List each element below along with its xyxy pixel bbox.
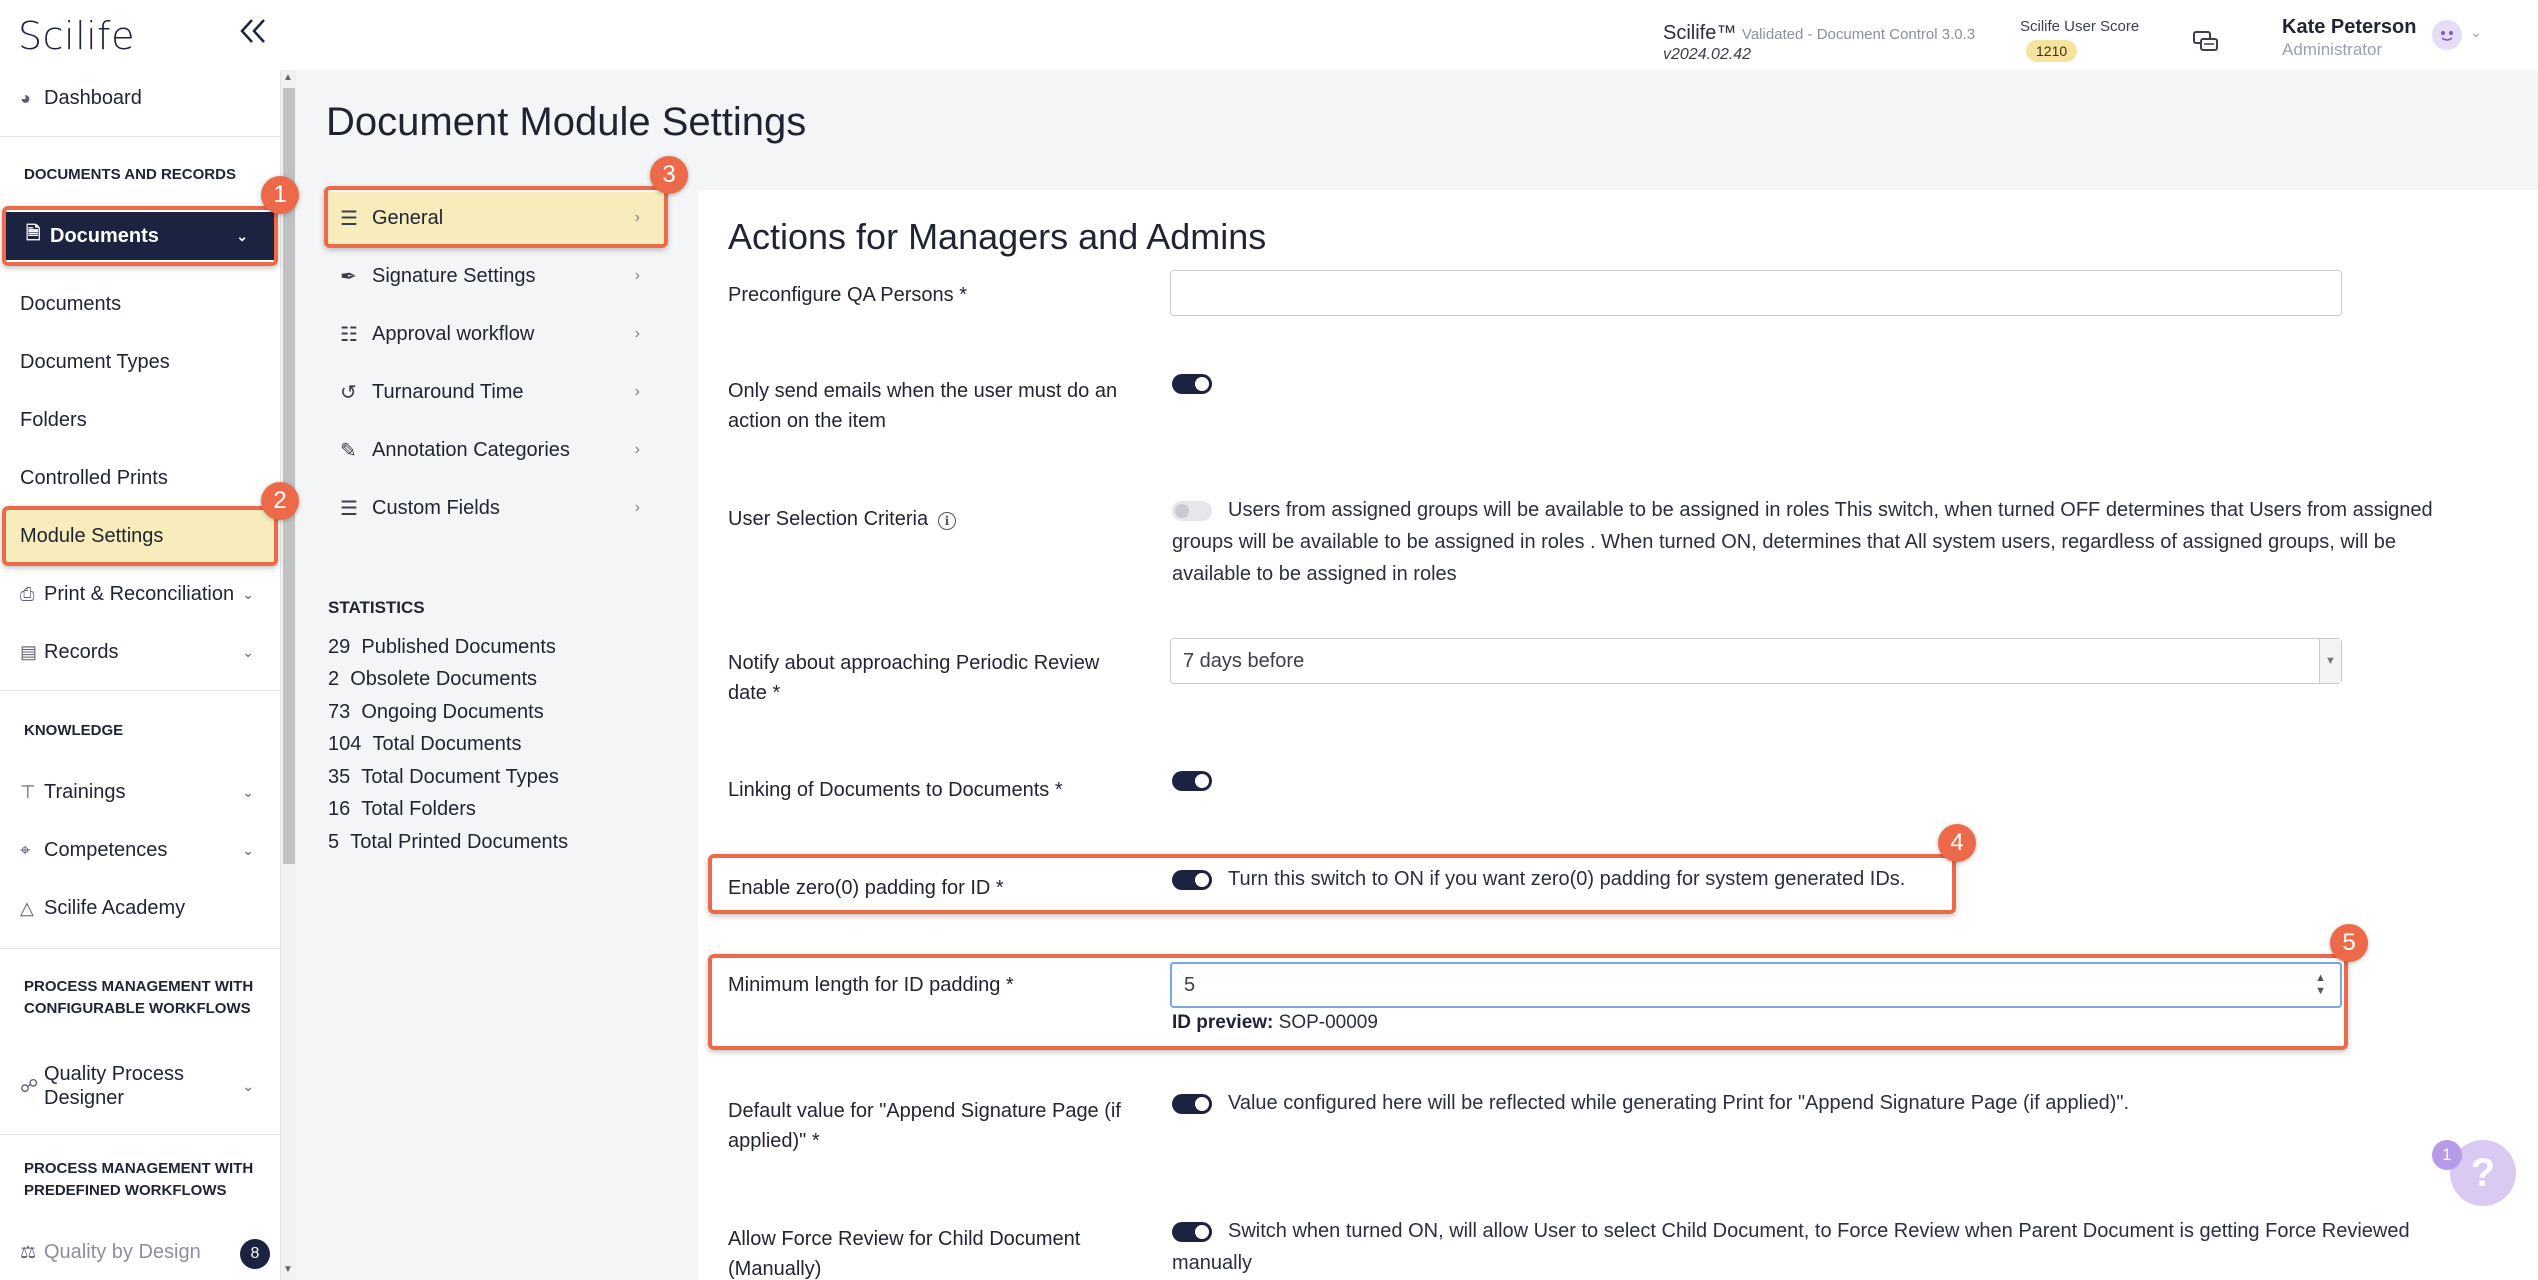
annotation-number-1: 1 bbox=[261, 176, 299, 214]
zero-padding-description: Turn this switch to ON if you want zero(0) padding for system generated IDs. bbox=[1228, 868, 1906, 890]
stat-row: 29 Published Documents bbox=[328, 636, 556, 658]
annotation-number-5: 5 bbox=[2330, 924, 2368, 962]
graduation-cap-icon: △ bbox=[20, 897, 34, 918]
user-name[interactable]: Kate Peterson bbox=[2282, 16, 2417, 38]
edit-icon: ✎ bbox=[340, 439, 357, 462]
app-title bbox=[1663, 22, 1975, 45]
sidebar-section-predefined: PROCESS MANAGEMENT WITH PREDEFINED WORKFLOWS bbox=[24, 1160, 254, 1199]
sidebar-item-label: Records bbox=[44, 640, 119, 663]
menu-item-label: Annotation Categories bbox=[372, 438, 570, 461]
sidebar-divider bbox=[0, 690, 280, 691]
menu-item-label: Custom Fields bbox=[372, 496, 500, 519]
avatar[interactable] bbox=[2432, 20, 2462, 50]
scroll-up-icon[interactable]: ▲ bbox=[283, 72, 293, 83]
history-icon: ↺ bbox=[340, 381, 357, 404]
chevron-down-icon: ⌄ bbox=[242, 1077, 254, 1094]
sidebar-item-label: Trainings bbox=[44, 780, 126, 803]
records-icon: ▤ bbox=[20, 641, 38, 662]
chevron-right-icon: › bbox=[634, 499, 640, 516]
chevron-right-icon: › bbox=[634, 325, 640, 342]
sidebar-section-configurable: PROCESS MANAGEMENT WITH CONFIGURABLE WORKFLOWS bbox=[24, 978, 254, 1017]
sidebar-item-label: Folders bbox=[20, 408, 87, 431]
list-icon: ☰ bbox=[340, 497, 358, 520]
sidebar-item-quality-by-design[interactable] bbox=[0, 1232, 280, 1272]
settings-menu-approval[interactable] bbox=[326, 308, 666, 360]
send-emails-toggle[interactable] bbox=[1172, 374, 1212, 394]
competence-icon: ⌖ bbox=[20, 839, 31, 860]
workflow-icon: ☍ bbox=[20, 1075, 39, 1096]
chat-icon[interactable] bbox=[2192, 30, 2220, 56]
sidebar-item-label: Document Types bbox=[20, 350, 170, 373]
scroll-down-icon[interactable]: ▼ bbox=[283, 1264, 293, 1275]
zero-padding-label: Enable zero(0) padding for ID * bbox=[728, 877, 1004, 899]
force-review-label: Allow Force Review for Child Document (Manually) bbox=[728, 1228, 1081, 1280]
double-chevron-left-icon bbox=[238, 14, 268, 48]
id-preview-value: SOP-00009 bbox=[1278, 1012, 1378, 1033]
sidebar-item-label: Controlled Prints bbox=[20, 466, 168, 489]
sidebar-item-competences[interactable] bbox=[0, 830, 280, 870]
sidebar-item-label: Quality by Design bbox=[44, 1240, 201, 1263]
sidebar-item-document-types[interactable] bbox=[0, 342, 280, 382]
sidebar-section-documents: DOCUMENTS AND RECORDS bbox=[24, 166, 236, 183]
sidebar-item-label: Print & Reconciliation bbox=[44, 582, 235, 605]
stat-row: 104 Total Documents bbox=[328, 733, 522, 755]
number-stepper-icon[interactable]: ▲ ▼ bbox=[2315, 972, 2326, 997]
menu-item-label: Turnaround Time bbox=[372, 380, 524, 403]
sidebar-item-dashboard[interactable] bbox=[0, 78, 280, 118]
sidebar-item-scilife-academy[interactable] bbox=[0, 888, 280, 928]
user-score-label: Scilife User Score bbox=[2020, 18, 2140, 35]
app-name: Scilife™ bbox=[1663, 22, 1737, 44]
chevron-right-icon: › bbox=[634, 441, 640, 458]
sidebar-item-print-reconciliation[interactable] bbox=[0, 574, 280, 614]
sidebar-item-trainings[interactable] bbox=[0, 772, 280, 812]
page-title: Document Module Settings bbox=[326, 100, 807, 144]
sliders-icon: ☰ bbox=[340, 207, 358, 230]
statistics-title: STATISTICS bbox=[328, 598, 425, 617]
linking-documents-label: Linking of Documents to Documents * bbox=[728, 779, 1063, 801]
sidebar-divider bbox=[0, 1134, 280, 1135]
chevron-down-icon: ⌄ bbox=[242, 841, 254, 858]
chevron-right-icon: › bbox=[634, 267, 640, 284]
top-bar bbox=[0, 0, 2538, 70]
chevron-down-icon: ⌄ bbox=[242, 585, 254, 602]
sidebar-item-label: Dashboard bbox=[44, 86, 142, 109]
min-length-value: 5 bbox=[1184, 973, 1196, 996]
settings-menu-signature[interactable] bbox=[326, 250, 666, 302]
sidebar-section-knowledge: KNOWLEDGE bbox=[24, 722, 124, 739]
app-version: v2024.02.42 bbox=[1663, 46, 1752, 63]
qa-persons-input[interactable] bbox=[1170, 270, 2342, 316]
printer-icon: ⎙ bbox=[20, 583, 35, 604]
periodic-review-select[interactable] bbox=[1170, 638, 2342, 684]
document-icon: 🗎 bbox=[26, 223, 41, 243]
sidebar-item-label: Competences bbox=[44, 838, 168, 861]
sidebar-item-controlled-prints[interactable] bbox=[0, 458, 280, 498]
pen-icon: ✒ bbox=[340, 265, 357, 288]
user-score-badge: 1210 bbox=[2026, 40, 2077, 62]
annotation-number-4: 4 bbox=[1938, 824, 1976, 862]
sidebar-item-folders[interactable] bbox=[0, 400, 280, 440]
sidebar-item-documents-list[interactable] bbox=[0, 284, 280, 324]
sidebar-divider bbox=[0, 136, 280, 137]
append-signature-label: Default value for "Append Signature Page (if applied)" * bbox=[728, 1100, 1121, 1152]
annotation-box-4 bbox=[708, 854, 1956, 914]
annotation-box-1 bbox=[2, 206, 278, 266]
periodic-review-label: Notify about approaching Periodic Review date * bbox=[728, 652, 1100, 704]
stat-row: 16 Total Folders bbox=[328, 798, 476, 820]
annotation-box-3 bbox=[324, 186, 668, 248]
user-selection-label: User Selection Criteria i bbox=[728, 504, 1138, 534]
force-review-description: Switch when turned ON, will allow User to select Child Document, to Force Review when Parent Document is getting Force Reviewed manually bbox=[1172, 1220, 2410, 1274]
send-emails-label: Only send emails when the user must do an action on the item bbox=[728, 380, 1118, 432]
scilife-logo[interactable]: Scilife bbox=[18, 14, 135, 58]
menu-item-label: Signature Settings bbox=[372, 264, 536, 287]
sidebar-item-records[interactable] bbox=[0, 632, 280, 672]
help-button[interactable]: ? bbox=[2450, 1140, 2516, 1206]
menu-item-label: Approval workflow bbox=[372, 322, 535, 345]
settings-title: Actions for Managers and Admins bbox=[728, 216, 1267, 257]
hierarchy-icon: ☷ bbox=[340, 323, 358, 346]
dropdown-caret-icon: ▼ bbox=[2319, 639, 2341, 683]
sidebar-divider bbox=[0, 948, 280, 949]
sidebar-item-label: Documents bbox=[20, 292, 122, 315]
qa-persons-label: Preconfigure QA Persons * bbox=[728, 284, 968, 306]
settings-menu-annotation[interactable] bbox=[326, 424, 666, 476]
quality-by-design-badge: 8 bbox=[240, 1239, 270, 1269]
chevron-right-icon: › bbox=[634, 383, 640, 400]
sidebar-item-label: Scilife Academy bbox=[44, 896, 186, 919]
quality-icon: ⚖ bbox=[20, 1241, 37, 1262]
annotation-box-2 bbox=[2, 506, 278, 566]
settings-menu-custom-fields[interactable] bbox=[326, 482, 666, 534]
stat-row: 35 Total Document Types bbox=[328, 766, 559, 788]
info-icon[interactable]: i bbox=[938, 512, 956, 530]
chevron-down-icon: ⌄ bbox=[242, 643, 254, 660]
chevron-down-icon[interactable]: ⌄ bbox=[2470, 24, 2482, 40]
periodic-review-value: 7 days before bbox=[1183, 649, 1305, 672]
sidebar-item-label: Module Settings bbox=[20, 524, 164, 547]
app-validated: Validated - Document Control 3.0.3 bbox=[1741, 26, 1976, 43]
id-preview: ID preview: SOP-00009 bbox=[1172, 1012, 1378, 1033]
help-notification-badge: 1 bbox=[2432, 1140, 2462, 1170]
min-length-label: Minimum length for ID padding * bbox=[728, 974, 1014, 996]
menu-item-label: General bbox=[372, 206, 444, 229]
chevron-down-icon: ⌄ bbox=[236, 227, 248, 244]
stat-row: 73 Ongoing Documents bbox=[328, 701, 544, 723]
stat-row: 5 Total Printed Documents bbox=[328, 831, 569, 853]
sidebar-item-label: Documents bbox=[50, 224, 159, 247]
user-role: Administrator bbox=[2282, 40, 2383, 59]
annotation-number-2: 2 bbox=[261, 482, 299, 520]
gauge-icon: ◕ bbox=[20, 87, 31, 108]
collapse-sidebar-button[interactable] bbox=[238, 14, 268, 52]
chevron-down-icon: ⌄ bbox=[242, 783, 254, 800]
annotation-box-5 bbox=[708, 954, 2348, 1050]
stat-row: 2 Obsolete Documents bbox=[328, 668, 538, 690]
linking-documents-toggle[interactable] bbox=[1172, 771, 1212, 791]
settings-menu-turnaround[interactable] bbox=[326, 366, 666, 418]
user-selection-description: Users from assigned groups will be available to be assigned in roles This switch, when turned OFF determines that Users from assigned groups will be available to be assigned in roles . When turned ON, determines that All system users, regardless of assigned groups, will be available to be assigned in roles bbox=[1172, 499, 2433, 585]
annotation-number-3: 3 bbox=[650, 156, 688, 194]
append-signature-description: Value configured here will be reflected while generating Print for "Append Signature Page (if applied)". bbox=[1228, 1092, 2130, 1114]
sidebar-item-quality-process-designer[interactable] bbox=[0, 1058, 280, 1114]
sidebar-item-label: Quality Process Designer bbox=[44, 1063, 185, 1109]
dumbbell-icon: ⊤ bbox=[20, 781, 36, 802]
chevron-right-icon: › bbox=[634, 209, 640, 226]
